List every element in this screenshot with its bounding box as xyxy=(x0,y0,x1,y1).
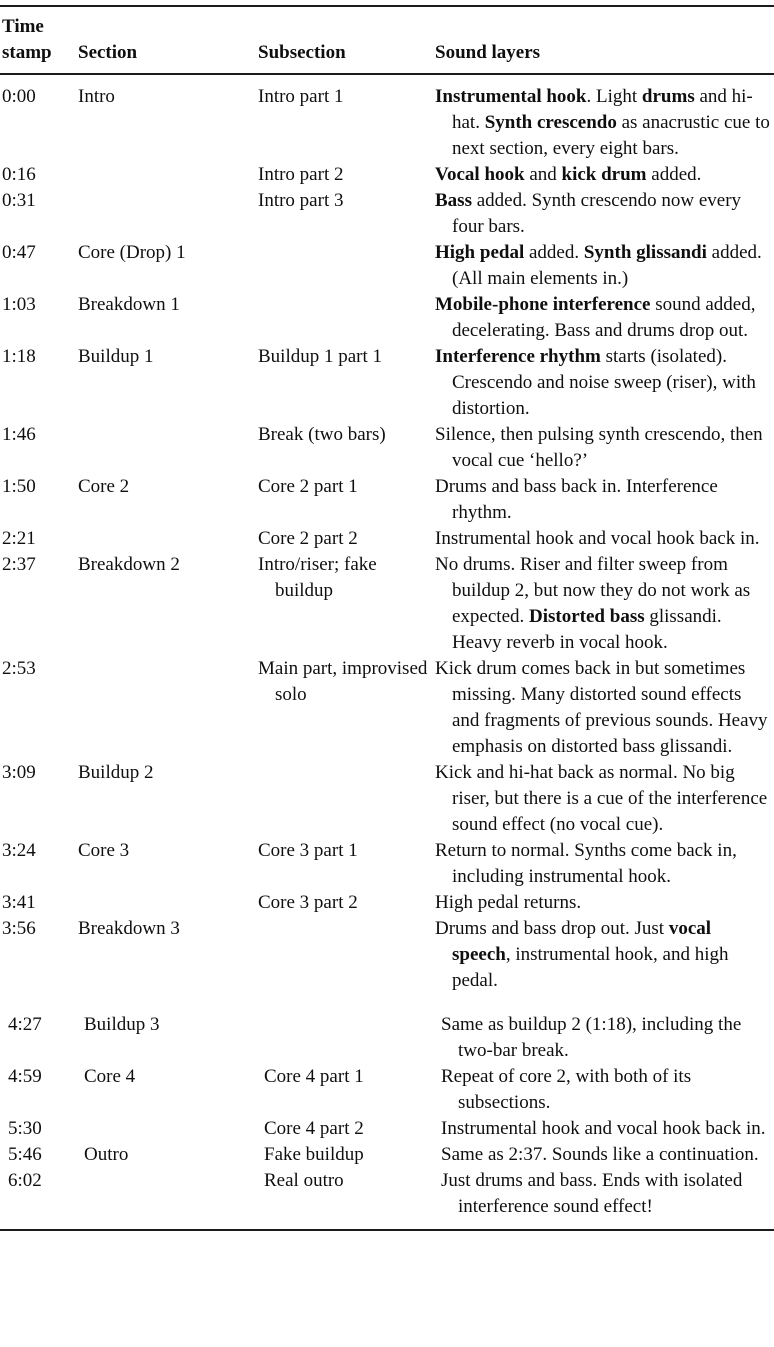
table-row xyxy=(2,1142,774,1168)
sound-layer-text: and xyxy=(524,164,562,185)
sound-layer-text: Just drums and bass. Ends with isolated interference sound effect! xyxy=(441,1170,743,1217)
table-row xyxy=(2,1116,774,1142)
section-cell: Intro xyxy=(78,86,115,107)
sound-layer-term: Instrumental hook xyxy=(435,86,587,107)
section-cell: Breakdown 2 xyxy=(78,554,180,575)
sound-layer-text: , instrumental hook, and high pedal. xyxy=(452,944,729,991)
sound-layers-cell xyxy=(435,916,772,994)
section-cell: Core 3 xyxy=(78,840,130,861)
subsection-cell: Core 2 part 2 xyxy=(258,528,358,549)
sound-layer-text: Instrumental hook and vocal hook back in. xyxy=(441,1118,766,1139)
timestamp-cell: 2:53 xyxy=(2,658,36,679)
sound-layers-cell xyxy=(435,292,772,344)
timestamp-cell: 1:50 xyxy=(2,476,36,497)
table-row xyxy=(2,162,774,188)
sound-layers-cell xyxy=(435,188,772,240)
section-cell: Outro xyxy=(84,1144,129,1165)
table-row xyxy=(2,838,774,890)
timestamp-cell: 0:31 xyxy=(2,190,36,211)
table-row xyxy=(2,916,774,994)
sound-layer-term: High pedal xyxy=(435,242,525,263)
sound-layer-text: added. Synth crescendo now every four bars. xyxy=(452,190,742,237)
section-cell: Breakdown 3 xyxy=(78,918,180,939)
sound-layers-cell xyxy=(435,474,772,526)
subsection-cell: Main part, improvised solo xyxy=(258,658,428,705)
timestamp-cell: 1:03 xyxy=(2,294,36,315)
sound-layer-text: as anacrustic cue to next section, every eight bars. xyxy=(452,112,770,159)
section-cell xyxy=(78,188,258,240)
table-row xyxy=(2,1064,774,1116)
subsection-cell: Core 2 part 1 xyxy=(258,476,358,497)
sound-layer-text: Drums and bass drop out. Just xyxy=(435,918,669,939)
sound-layers-cell xyxy=(435,552,772,656)
sound-layer-term: Synth glissandi xyxy=(583,242,707,263)
sound-layers-cell xyxy=(441,1064,772,1116)
sound-layer-text: Same as 2:37. Sounds like a continuation. xyxy=(441,1144,759,1165)
section-cell: Buildup 2 xyxy=(78,762,154,783)
sound-layer-text: added. (All main elements in.) xyxy=(452,242,762,289)
sound-layer-text: starts (isolated). Crescendo and noise sweep (riser), with distortion. xyxy=(452,346,756,419)
sound-layers-cell xyxy=(441,1012,772,1064)
subsection-cell: Buildup 1 part 1 xyxy=(258,346,383,367)
timestamp-cell: 0:16 xyxy=(2,164,36,185)
column-header-time-stamp: Time stamp xyxy=(2,16,52,63)
sound-layer-text: High pedal returns. xyxy=(435,892,582,913)
section-cell: Breakdown 1 xyxy=(78,294,180,315)
table-row xyxy=(2,292,774,344)
sound-layer-term: kick drum xyxy=(561,164,647,185)
section-cell xyxy=(84,1168,264,1220)
section-cell: Buildup 3 xyxy=(84,1014,160,1035)
subsection-cell xyxy=(264,1012,441,1064)
sound-layer-text: added. xyxy=(524,242,584,263)
sound-layer-text: Same as buildup 2 (1:18), including the two-bar break. xyxy=(441,1014,742,1061)
timestamp-cell: 2:21 xyxy=(2,528,36,549)
table-row xyxy=(2,188,774,240)
sound-layer-term: Interference rhythm xyxy=(435,346,601,367)
timestamp-cell: 3:56 xyxy=(2,918,36,939)
subsection-cell: Core 4 part 2 xyxy=(264,1118,364,1139)
section-cell xyxy=(78,890,258,916)
subsection-cell: Intro part 2 xyxy=(258,164,344,185)
subsection-cell: Fake buildup xyxy=(264,1144,364,1165)
timestamp-cell: 3:41 xyxy=(2,892,36,913)
sound-layer-term: Mobile-phone interference xyxy=(435,294,651,315)
section-cell xyxy=(78,656,258,760)
section-cell xyxy=(78,422,258,474)
section-cell: Core (Drop) 1 xyxy=(78,242,186,263)
sound-layers-cell xyxy=(441,1168,772,1220)
sound-layer-text: Return to normal. Synths come back in, including instrumental hook. xyxy=(435,840,737,887)
sound-layers-cell xyxy=(435,526,772,552)
sound-layer-text: Drums and bass back in. Interference rhythm. xyxy=(435,476,718,523)
sound-layers-cell xyxy=(435,890,772,916)
table-row xyxy=(2,240,774,292)
timestamp-cell: 2:37 xyxy=(2,554,36,575)
sound-layers-cell xyxy=(435,162,772,188)
subsection-cell: Intro/riser; fake buildup xyxy=(258,554,377,601)
sound-layers-cell xyxy=(435,84,772,162)
table-row xyxy=(2,84,774,162)
sound-layer-term: Distorted bass xyxy=(529,606,645,627)
sound-layer-text: Kick and hi-hat back as normal. No big riser, but there is a cue of the interference sound effect (no vocal cue). xyxy=(435,762,768,835)
sound-layer-term: drums xyxy=(641,86,695,107)
timestamp-cell: 4:59 xyxy=(8,1066,42,1087)
sound-layer-text: and hi-hat. xyxy=(452,86,753,133)
table-row xyxy=(2,422,774,474)
table-bottom-rule xyxy=(0,1229,774,1231)
sound-layer-term: Synth crescendo xyxy=(484,112,617,133)
sound-layer-text: sound added, decelerating. Bass and drums drop out. xyxy=(452,294,756,341)
timestamp-cell: 0:47 xyxy=(2,242,36,263)
sound-layers-cell xyxy=(441,1116,772,1142)
subsection-cell: Real outro xyxy=(264,1170,344,1191)
table-body xyxy=(2,75,774,1229)
subsection-cell: Core 3 part 2 xyxy=(258,892,358,913)
subsection-cell xyxy=(258,760,435,838)
subsection-cell: Break (two bars) xyxy=(258,424,386,445)
table-row xyxy=(2,552,774,656)
subsection-cell xyxy=(258,292,435,344)
section-cell xyxy=(84,1116,264,1142)
timestamp-cell: 6:02 xyxy=(8,1170,42,1191)
table-row xyxy=(2,1168,774,1220)
sound-layers-cell xyxy=(435,344,772,422)
table-row xyxy=(2,526,774,552)
table-row xyxy=(2,344,774,422)
section-cell: Core 4 xyxy=(84,1066,136,1087)
timestamp-cell: 0:00 xyxy=(2,86,36,107)
sound-layer-term: Bass xyxy=(435,190,472,211)
table-row xyxy=(2,474,774,526)
timestamp-cell: 5:30 xyxy=(8,1118,42,1139)
sound-layer-text: added. xyxy=(646,164,702,185)
sound-layer-text: Instrumental hook and vocal hook back in. xyxy=(435,528,760,549)
timestamp-cell: 3:09 xyxy=(2,762,36,783)
sound-layers-cell xyxy=(435,656,772,760)
timestamp-cell: 1:18 xyxy=(2,346,36,367)
section-cell xyxy=(78,526,258,552)
column-header-section: Section xyxy=(78,42,138,63)
section-cell: Core 2 xyxy=(78,476,130,497)
table-row xyxy=(2,760,774,838)
table-header-row xyxy=(2,7,774,73)
sound-layer-text: Repeat of core 2, with both of its subsections. xyxy=(441,1066,692,1113)
sound-layer-text: . Light xyxy=(586,86,642,107)
column-header-sound-layers: Sound layers xyxy=(435,42,541,63)
column-header-subsection: Subsection xyxy=(258,42,346,63)
sound-layers-cell xyxy=(435,760,772,838)
sound-layer-text: Silence, then pulsing synth crescendo, then vocal cue ‘hello?’ xyxy=(435,424,763,471)
timestamp-cell: 5:46 xyxy=(8,1144,42,1165)
sound-layer-text: Kick drum comes back in but sometimes missing. Many distorted sound effects and fragments of previous sounds. Heavy emphasis on distorted bass glissandi. xyxy=(435,658,768,757)
subsection-cell xyxy=(258,916,435,994)
subsection-cell: Intro part 3 xyxy=(258,190,344,211)
sound-layer-text: No drums. Riser and filter sweep from buildup 2, but now they do not work as expected. xyxy=(435,554,751,627)
subsection-cell: Core 4 part 1 xyxy=(264,1066,364,1087)
sound-layer-term: vocal speech xyxy=(452,918,712,965)
section-cell: Buildup 1 xyxy=(78,346,154,367)
sound-layer-term: Vocal hook xyxy=(435,164,525,185)
sound-layers-cell xyxy=(435,240,772,292)
sound-layer-text: glissandi. Heavy reverb in vocal hook. xyxy=(452,606,722,653)
sound-layers-cell xyxy=(435,838,772,890)
timestamp-cell: 1:46 xyxy=(2,424,36,445)
sound-layers-cell xyxy=(435,422,772,474)
table-row xyxy=(2,656,774,760)
table-row xyxy=(2,890,774,916)
timestamp-cell: 3:24 xyxy=(2,840,36,861)
timestamp-cell: 4:27 xyxy=(8,1014,42,1035)
sound-layers-cell xyxy=(441,1142,772,1168)
subsection-cell xyxy=(258,240,435,292)
subsection-cell: Core 3 part 1 xyxy=(258,840,358,861)
table-row xyxy=(2,1012,774,1064)
section-cell xyxy=(78,162,258,188)
subsection-cell: Intro part 1 xyxy=(258,86,344,107)
